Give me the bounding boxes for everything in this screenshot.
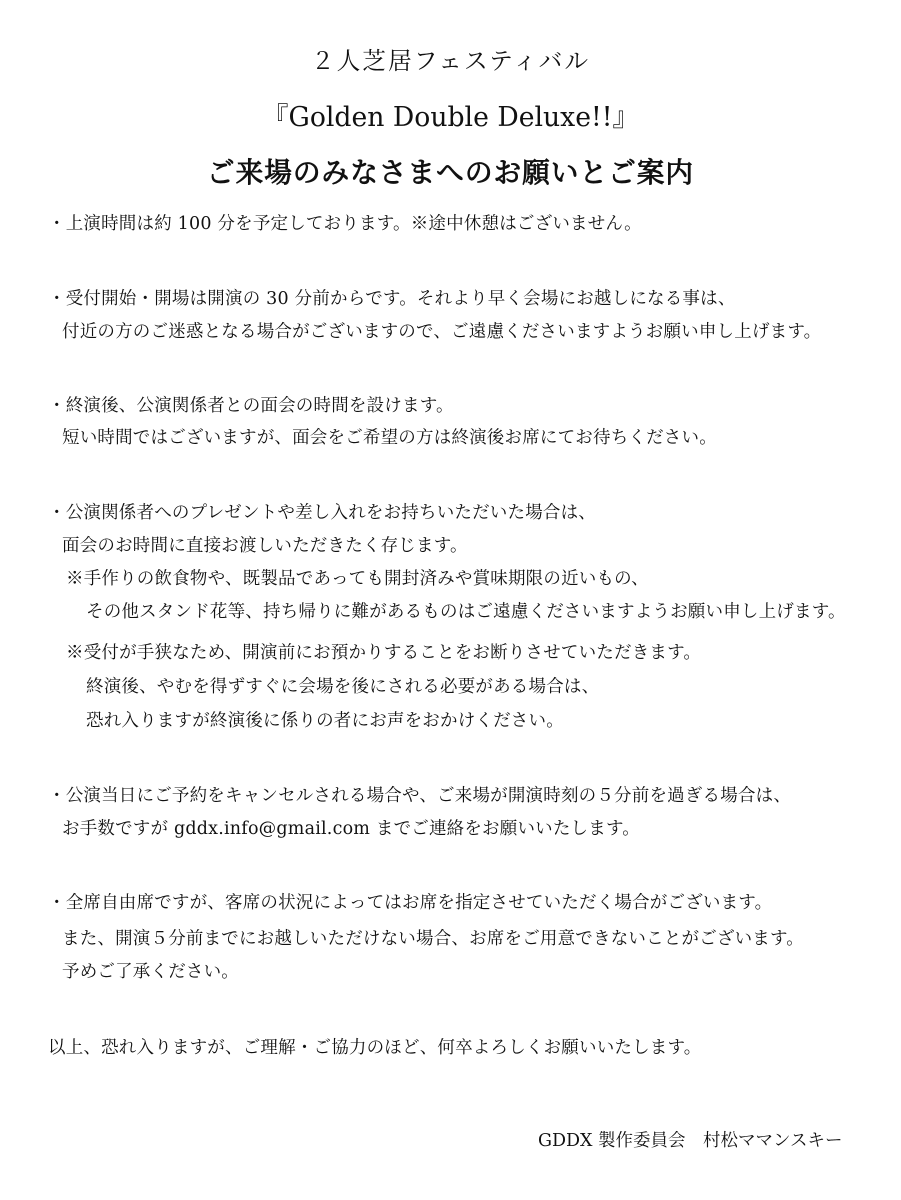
notice-6-line-2: また、開演５分前までにお越しいただけない場合、お席をご用意できないことがございます。 bbox=[62, 929, 804, 949]
notice-4-line-7: 恐れ入りますが終演後に係りの者にお声をおかけください。 bbox=[86, 711, 564, 731]
notice-5-line-1: ・公演当日にご予約をキャンセルされる場合や、ご来場が開演時刻の５分前を過ぎる場合は、 bbox=[48, 786, 792, 806]
notice-2-line-1: ・受付開始・開場は開演の 30 分前からです。それより早く会場にお越しになる事は、 bbox=[48, 289, 736, 309]
notice-4-line-3: ※手作りの飲食物や、既製品であっても開封済みや賞味期限の近いもの、 bbox=[66, 569, 649, 589]
notice-4-line-5: ※受付が手狭なため、開演前にお預かりすることをお断りさせていただきます。 bbox=[66, 643, 702, 663]
notice-3-line-1: ・終演後、公演関係者との面会の時間を設けます。 bbox=[48, 396, 454, 416]
notice-6-line-3: 予めご了承ください。 bbox=[62, 962, 239, 982]
notice-1-line-1: ・上演時間は約 100 分を予定しております。※途中休憩はございません。 bbox=[48, 214, 642, 234]
notice-5-line-2: お手数ですが gddx.info@gmail.com までご連絡をお願いいたします。 bbox=[62, 819, 640, 839]
notice-2-line-2: 付近の方のご迷惑となる場合がございますので、ご遠慮くださいますようお願い申し上げます。 bbox=[62, 322, 822, 342]
notice-3-line-2: 短い時間ではございますが、面会をご希望の方は終演後お席にてお待ちください。 bbox=[62, 428, 717, 448]
closing-message: 以上、恐れ入りますが、ご理解・ご協力のほど、何卒よろしくお願いいたします。 bbox=[48, 1038, 702, 1058]
festival-title: ２人芝居フェスティバル bbox=[310, 47, 591, 75]
notice-4-line-2: 面会のお時間に直接お渡しいただきたく存じます。 bbox=[62, 536, 468, 556]
notice-4-line-6: 終演後、やむを得ずすぐに会場を後にされる必要がある場合は、 bbox=[86, 677, 600, 697]
signature: GDDX 製作委員会 村松ママンスキー bbox=[538, 1131, 843, 1151]
notice-4-line-4: その他スタンド花等、持ち帰りに難があるものはご遠慮くださいますようお願い申し上げます。 bbox=[86, 602, 846, 622]
notice-4-line-1: ・公演関係者へのプレゼントや差し入れをお持ちいただいた場合は、 bbox=[48, 503, 596, 523]
show-title: 『Golden Double Deluxe!!』 bbox=[261, 102, 640, 133]
notice-6-line-1: ・全席自由席ですが、客席の状況によってはお席を指定させていただく場合がございます。 bbox=[48, 893, 773, 913]
notice-heading: ご来場のみなさまへのお願いとご案内 bbox=[206, 156, 695, 189]
